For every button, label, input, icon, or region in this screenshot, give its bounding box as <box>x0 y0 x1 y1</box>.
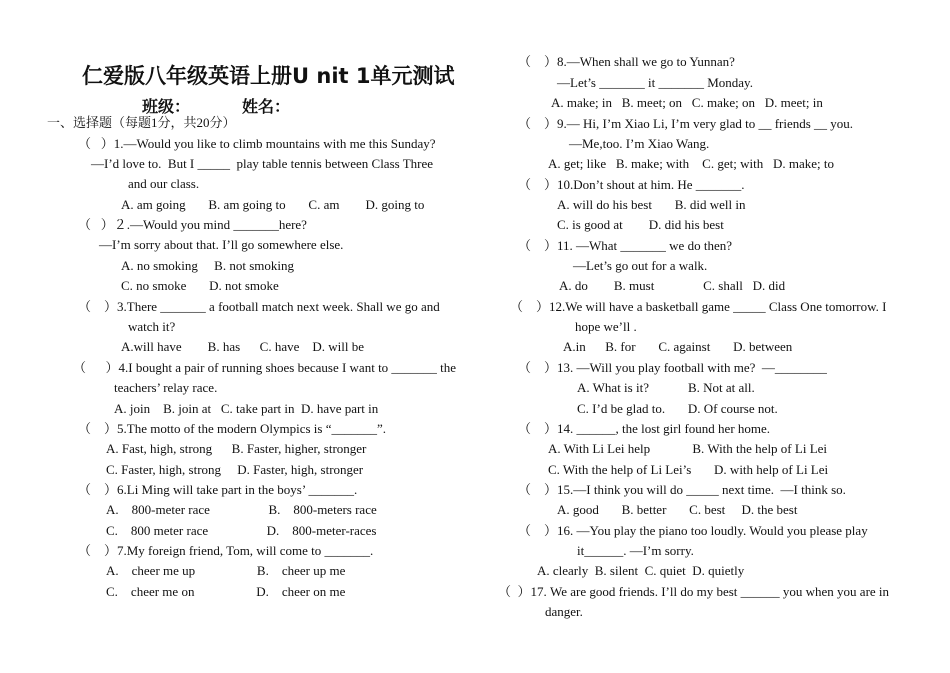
question-line: （ ）1.—Would you like to climb mountains with me this Sunday? <box>78 136 436 151</box>
question-line: —I’d love to. But I _____ play table tennis between Class Three <box>91 156 434 171</box>
options-line: A. make; in B. meet; on C. make; on D. meet; in <box>551 95 823 110</box>
options-line: A. 800-meter race B. 800-meters race <box>106 502 377 517</box>
question-line: —Let’s _______ it _______ Monday. <box>557 75 753 90</box>
question-line: teachers’ relay race. <box>114 380 218 395</box>
options-line: C. is good at D. did his best <box>557 217 724 232</box>
question-line: （ ）6.Li Ming will take part in the boys’ _______. <box>78 482 358 497</box>
question-line: （ ）13. —Will you play football with me? —________ <box>518 360 827 375</box>
options-line: A. What is it? B. Not at all. <box>577 380 755 395</box>
question-line: （ ）4.I bought a pair of running shoes because I want to _______ the <box>73 360 457 375</box>
question-line: （ ）8.—When shall we go to Yunnan? <box>518 54 735 69</box>
options-line: C. cheer me on D. cheer on me <box>106 584 346 599</box>
options-line: A. cheer me up B. cheer up me <box>106 563 346 578</box>
options-line: A. am going B. am going to C. am D. going to <box>121 197 425 212</box>
question-line: （ ）3.There _______ a football match next week. Shall we go and <box>78 299 440 314</box>
question-line: （ ）２.—Would you mind _______here? <box>78 217 307 232</box>
name-label: 姓名： <box>242 97 291 116</box>
question-line: （ ）5.The motto of the modern Olympics is “_______”. <box>78 421 386 436</box>
options-line: A. With Li Lei help B. With the help of Li Lei <box>548 441 828 456</box>
question-line: （ ）10.Don’t shout at him. He _______. <box>518 177 745 192</box>
options-line: A. do B. must C. shall D. did <box>559 278 786 293</box>
options-line: A. clearly B. silent C. quiet D. quietly <box>537 563 745 578</box>
question-line: danger. <box>545 604 583 619</box>
options-line: A. join B. join at C. take part in D. have part in <box>114 401 379 416</box>
options-line: C. Faster, high, strong D. Faster, high, stronger <box>106 462 364 477</box>
question-line: （ ）11. —What _______ we do then? <box>518 238 732 253</box>
options-line: C. 800 meter race D. 800-meter-races <box>106 523 377 538</box>
question-line: watch it? <box>128 319 176 334</box>
options-line: A. get; like B. make; with C. get; with D. make; to <box>548 156 834 171</box>
options-line: A. good B. better C. best D. the best <box>557 502 798 517</box>
options-line: A. will do his best B. did well in <box>557 197 746 212</box>
options-line: C. I’d be glad to. D. Of course not. <box>577 401 778 416</box>
options-line: C. With the help of Li Lei’s D. with help of Li Lei <box>548 462 829 477</box>
options-line: C. no smoke D. not smoke <box>121 278 279 293</box>
question-line: （ ）12.We will have a basketball game _____ Class One tomorrow. I <box>510 299 887 314</box>
question-line: —I’m sorry about that. I’ll go somewhere else. <box>99 237 344 252</box>
page-title: 仁爱版八年级英语上册U nit 1单元测试 <box>82 64 455 88</box>
class-label: 班级： <box>142 97 191 116</box>
question-line: （ ）7.My foreign friend, Tom, will come to _______. <box>78 543 374 558</box>
options-line: A. no smoking B. not smoking <box>121 258 294 273</box>
options-line: A.in B. for C. against D. between <box>563 339 793 354</box>
question-line: （ ）9.— Hi, I’m Xiao Li, I’m very glad to __ friends __ you. <box>518 116 854 131</box>
question-line: （ ）15.—I think you will do _____ next time. —I think so. <box>518 482 846 497</box>
question-line: it______. —I’m sorry. <box>577 543 694 558</box>
options-line: A.will have B. has C. have D. will be <box>121 339 364 354</box>
question-line: （ ）17. We are good friends. I’ll do my best ______ you when you are in <box>498 584 890 599</box>
question-line: —Let’s go out for a walk. <box>573 258 708 273</box>
question-line: （ ）16. —You play the piano too loudly. Would you please play <box>518 523 868 538</box>
question-line: （ ）14. ______, the lost girl found her home. <box>518 421 771 436</box>
question-line: and our class. <box>128 176 200 191</box>
section-heading: 一、选择题（每题1分，共20分） <box>47 115 236 130</box>
question-line: hope we’ll . <box>575 319 637 334</box>
question-line: —Me,too. I’m Xiao Wang. <box>569 136 710 151</box>
options-line: A. Fast, high, strong B. Faster, higher, stronger <box>106 441 367 456</box>
